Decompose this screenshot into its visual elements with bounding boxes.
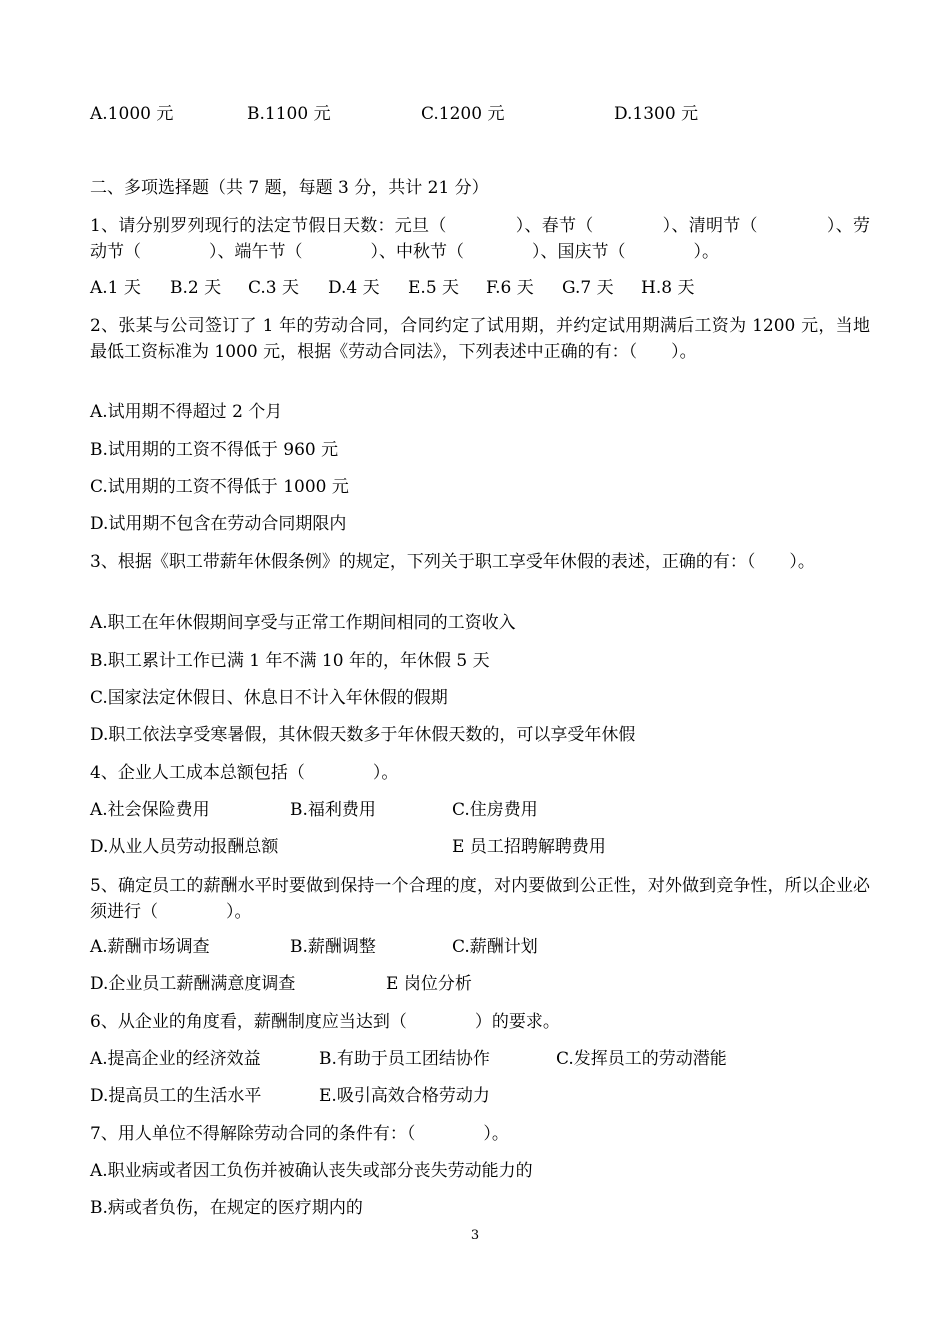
question-5-text: 5、确定员工的薪酬水平时要做到保持一个合理的度，对内要做到公正性，对外做到竞争性，所以企业必须进行（ ）。 [90, 876, 870, 922]
question-7-option-b: B.病或者负伤，在规定的医疗期内的 [90, 1198, 363, 1218]
option-h: H.8 天 [641, 278, 695, 298]
question-4-text: 4、企业人工成本总额包括（ ）。 [90, 763, 399, 783]
question-3-option-b: B.职工累计工作已满 1 年不满 10 年的，年休假 5 天 [90, 651, 490, 671]
option-b: B.2 天 [170, 278, 222, 298]
question-3-text: 3、根据《职工带薪年休假条例》的规定，下列关于职工享受年休假的表述，正确的有：（ ）。 [90, 552, 815, 572]
option-b: B.薪酬调整 [290, 937, 376, 957]
option-c: C.住房费用 [452, 800, 538, 820]
option-e: E 员工招聘解聘费用 [452, 837, 606, 857]
option-a: A.1 天 [90, 278, 141, 298]
question-2-option-a: A.试用期不得超过 2 个月 [90, 402, 283, 422]
question-3-option-d: D.职工依法享受寒暑假，其休假天数多于年休假天数的，可以享受年休假 [90, 725, 636, 745]
option-c: C.薪酬计划 [452, 937, 538, 957]
page-number: 3 [470, 1228, 480, 1243]
question-2-text: 2、张某与公司签订了 1 年的劳动合同，合同约定了试用期，并约定试用期满后工资为 1200 元，当地最低工资标准为 1000 元，根据《劳动合同法》，下列表述中正确的有：（ ）。 [90, 316, 870, 362]
option-a: A.1000 元 [90, 104, 174, 124]
option-d: D.4 天 [328, 278, 380, 298]
option-b: B.福利费用 [290, 800, 376, 820]
option-d: D.提高员工的生活水平 [90, 1086, 262, 1106]
option-e: E.吸引高效合格劳动力 [319, 1086, 490, 1106]
option-d: D.从业人员劳动报酬总额 [90, 837, 279, 857]
question-6-text: 6、从企业的角度看，薪酬制度应当达到（ ）的要求。 [90, 1012, 560, 1032]
section-title: 二、多项选择题（共 7 题，每题 3 分，共计 21 分） [90, 178, 489, 198]
question-2-option-c: C.试用期的工资不得低于 1000 元 [90, 477, 349, 497]
option-a: A.社会保险费用 [90, 800, 210, 820]
question-2-option-d: D.试用期不包含在劳动合同期限内 [90, 514, 347, 534]
option-b: B.有助于员工团结协作 [319, 1049, 490, 1069]
option-c: C.3 天 [248, 278, 300, 298]
question-1-text: 1、请分别罗列现行的法定节假日天数：元旦（ ）、春节（ ）、清明节（ ）、劳动节（ ）、端午节（ ）、中秋节（ ）、国庆节（ ）。 [90, 216, 870, 262]
option-d: D.企业员工薪酬满意度调查 [90, 974, 296, 994]
question-2-option-b: B.试用期的工资不得低于 960 元 [90, 440, 339, 460]
option-a: A.提高企业的经济效益 [90, 1049, 261, 1069]
question-7-text: 7、用人单位不得解除劳动合同的条件有：（ ）。 [90, 1124, 509, 1144]
option-a: A.薪酬市场调查 [90, 937, 210, 957]
question-3-option-c: C.国家法定休假日、休息日不计入年休假的假期 [90, 688, 448, 708]
option-d: D.1300 元 [614, 104, 699, 124]
option-f: F.6 天 [486, 278, 534, 298]
question-7-option-a: A.职业病或者因工负伤并被确认丧失或部分丧失劳动能力的 [90, 1161, 533, 1181]
option-e: E 岗位分析 [386, 974, 472, 994]
option-g: G.7 天 [562, 278, 614, 298]
option-c: C.发挥员工的劳动潜能 [556, 1049, 727, 1069]
option-c: C.1200 元 [421, 104, 505, 124]
option-b: B.1100 元 [247, 104, 331, 124]
option-e: E.5 天 [408, 278, 460, 298]
question-3-option-a: A.职工在年休假期间享受与正常工作期间相同的工资收入 [90, 613, 516, 633]
